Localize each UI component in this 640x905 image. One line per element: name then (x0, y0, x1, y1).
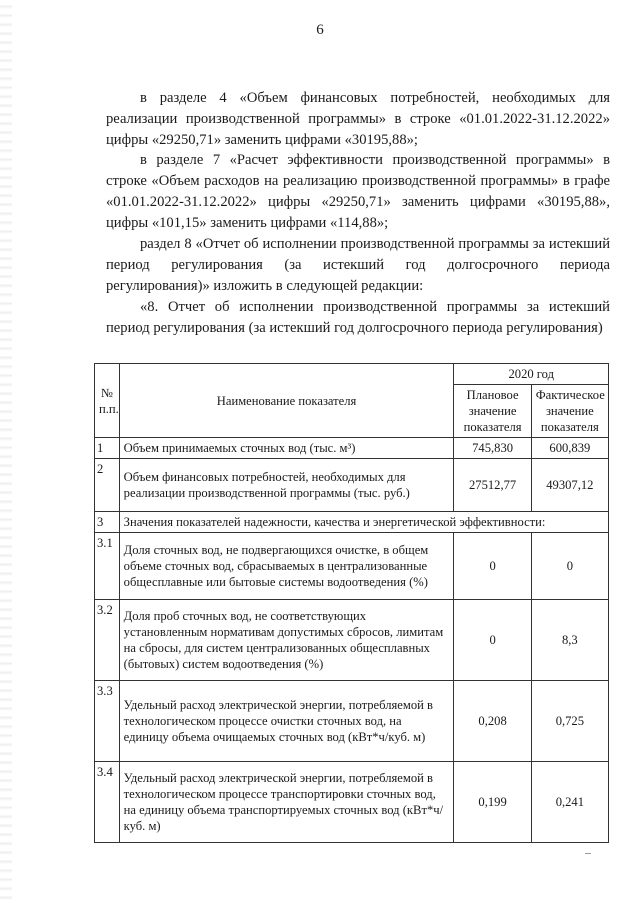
paragraph-section-7 (106, 150, 610, 234)
row-number: 3.4 (95, 762, 120, 843)
row-actual-value: 0,241 (531, 762, 608, 843)
table-row (95, 459, 609, 512)
report-heading (106, 297, 610, 339)
header-num: № п.п. (95, 364, 120, 438)
scan-edge (0, 0, 12, 905)
row-number: 3 (95, 512, 120, 533)
row-planned-value: 0,208 (454, 681, 531, 762)
table-body (95, 438, 609, 843)
row-number: 3.2 (95, 600, 120, 681)
paragraph-text: в разделе 4 «Объем финансовых потребностей, необходимых для реализации производственной программы» в строке «01.01.2022-31.12.2022» цифры «29250,71» заменить цифрами «30195,88»; (106, 90, 610, 148)
paragraph-text: «8. Отчет об исполнении производственной программы за истекший период регулирования (за истекший год долгосрочного периода регулирования) (106, 299, 610, 336)
paragraph-text: раздел 8 «Отчет об исполнении производственной программы за истекший период регулирования (за истекший год долгосрочного периода регулирования)» изложить в следующей редакции: (106, 236, 610, 294)
row-actual-value: 0 (531, 533, 608, 600)
paragraph-section-4 (106, 88, 610, 151)
row-planned-value: 27512,77 (454, 459, 531, 512)
row-number: 3.1 (95, 533, 120, 600)
table-row (95, 600, 609, 681)
row-indicator-name: Значения показателей надежности, качества и энергетической эффективности: (119, 512, 608, 533)
page-number: 6 (316, 22, 324, 38)
row-actual-value: 49307,12 (531, 459, 608, 512)
paragraph-text: в разделе 7 «Расчет эффективности производственной программы» в строке «Объем расходов на реализацию производственной программы» в графе «01.01.2022-31.12.2022» цифры «29250,71» заменить цифрами «30195,88», цифры «101,15» заменить цифрами «114,88»; (106, 152, 610, 231)
table-header-row (95, 364, 609, 385)
row-number: 2 (95, 459, 120, 512)
scan-mark (585, 853, 591, 854)
report-table (94, 363, 609, 843)
row-number: 1 (95, 438, 120, 459)
header-planned: Плановое значение показателя (454, 385, 531, 438)
row-planned-value: 745,830 (454, 438, 531, 459)
header-year: 2020 год (454, 364, 609, 385)
row-planned-value: 0,199 (454, 762, 531, 843)
header-actual: Фактическое значение показателя (531, 385, 608, 438)
row-indicator-name: Доля сточных вод, не подвергающихся очистке, в общем объеме сточных вод, сбрасываемых в централизованные общесплавные или бытовые системы водоотведения (%) (119, 533, 454, 600)
row-actual-value: 8,3 (531, 600, 608, 681)
paragraph-section-8 (106, 234, 610, 297)
row-actual-value: 600,839 (531, 438, 608, 459)
table-row (95, 438, 609, 459)
row-indicator-name: Объем финансовых потребностей, необходимых для реализации производственной программы (тыс. руб.) (119, 459, 454, 512)
row-indicator-name: Удельный расход электрической энергии, потребляемой в технологическом процессе очистки сточных вод, на единицу объема очищаемых сточных вод (кВт*ч/куб. м) (119, 681, 454, 762)
row-actual-value: 0,725 (531, 681, 608, 762)
table-row (95, 533, 609, 600)
table-row (95, 681, 609, 762)
row-indicator-name: Доля проб сточных вод, не соответствующих установленным нормативам допустимых сбросов, лимитам на сбросы, для систем централизованных общесплавных (бытовых) систем водоотведения (%) (119, 600, 454, 681)
row-number: 3.3 (95, 681, 120, 762)
row-planned-value: 0 (454, 600, 531, 681)
row-indicator-name: Объем принимаемых сточных вод (тыс. м³) (119, 438, 454, 459)
table-row (95, 512, 609, 533)
table-row (95, 762, 609, 843)
row-planned-value: 0 (454, 533, 531, 600)
header-name: Наименование показателя (119, 364, 454, 438)
row-indicator-name: Удельный расход электрической энергии, потребляемой в технологическом процессе транспортировки сточных вод, на единицу объема транспортируемых сточных вод (кВт*ч/куб. м) (119, 762, 454, 843)
